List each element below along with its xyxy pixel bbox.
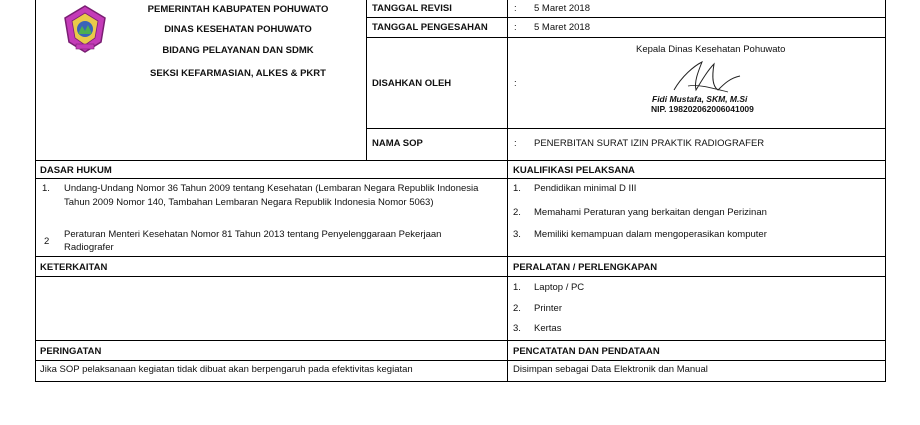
colon: : [514,78,517,89]
tanggal-pengesahan-label: TANGGAL PENGESAHAN [372,22,488,33]
peralatan-heading: PERALATAN / PERLENGKAPAN [513,262,658,273]
org-line-2: DINAS KESEHATAN POHUWATO [164,24,312,35]
nama-sop-value: PENERBITAN SURAT IZIN PRAKTIK RADIOGRAFER [534,138,765,149]
pencatatan-heading: PENCATATAN DAN PENDATAAN [513,346,660,357]
peringatan-text: Jika SOP pelaksanaan kegiatan tidak dibuat akan berpengaruh pada efektivitas kegiatan [40,364,413,375]
tanggal-pengesahan-value: 5 Maret 2018 [534,22,590,33]
pencatatan-text: Disimpan sebagai Data Elektronik dan Manual [513,364,708,375]
signer-nip: NIP. 198202062006041009 [651,104,754,114]
keterkaitan-heading: KETERKAITAN [40,262,108,273]
org-line-3: BIDANG PELAYANAN DAN SDMK [162,45,314,56]
signer-name: Fidi Mustafa, SKM, M.Si [652,94,748,104]
signer-title: Kepala Dinas Kesehatan Pohuwato [636,44,786,55]
dasar-hukum-heading: DASAR HUKUM [40,165,112,176]
peringatan-heading: PERINGATAN [40,346,102,357]
signature-image [668,56,748,98]
org-line-4: SEKSI KEFARMASIAN, ALKES & PKRT [150,68,326,79]
colon: : [514,138,517,149]
colon: : [514,3,517,14]
disahkan-label: DISAHKAN OLEH [372,78,452,89]
org-line-1: PEMERINTAH KABUPATEN POHUWATO [147,4,329,15]
tanggal-revisi-label: TANGGAL REVISI [372,3,452,14]
tanggal-revisi-value: 5 Maret 2018 [534,3,590,14]
colon: : [514,22,517,33]
kualifikasi-heading: KUALIFIKASI PELAKSANA [513,165,635,176]
nama-sop-label: NAMA SOP [372,138,423,149]
kabupaten-logo [62,4,108,54]
